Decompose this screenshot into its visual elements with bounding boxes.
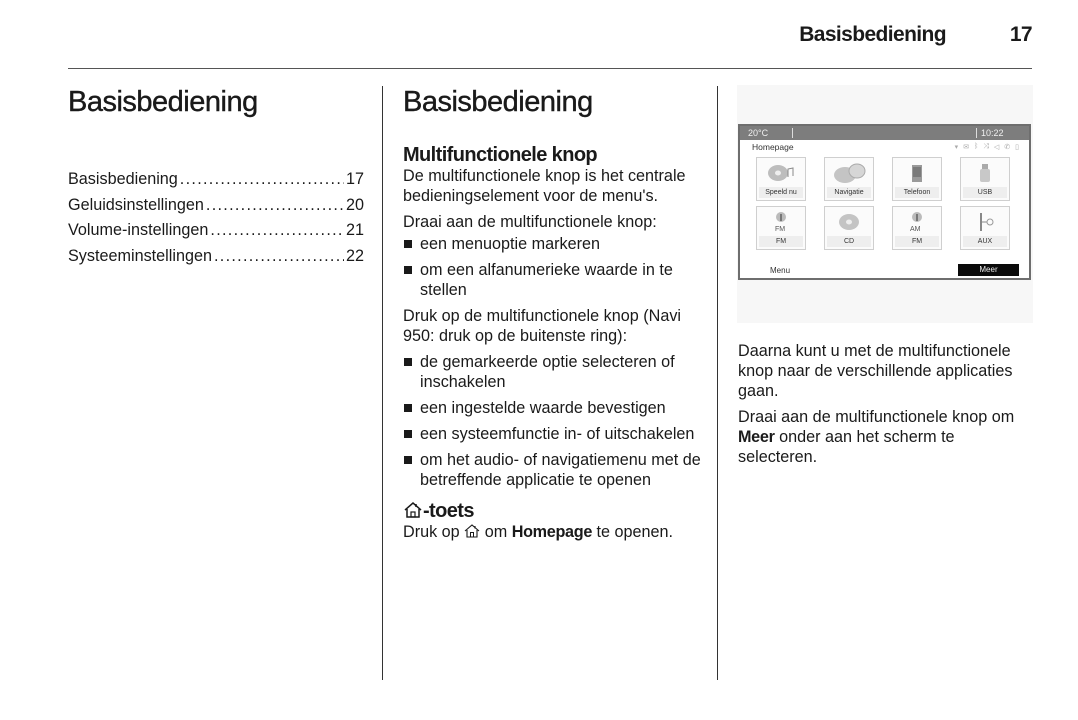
toc-leader-dots (180, 169, 344, 189)
toc-entry-page: 22 (345, 246, 364, 265)
tile-label: Speeld nu (759, 187, 803, 198)
screen-more-button[interactable]: Meer (958, 264, 1019, 276)
tile-navigation[interactable] (824, 157, 874, 201)
now-playing-icon (766, 163, 796, 183)
mute-icon: ◁ (993, 144, 1000, 151)
table-of-contents (68, 169, 364, 271)
toc-entry-page: 17 (345, 170, 364, 188)
status-separator (792, 128, 793, 138)
am-radio-icon (909, 211, 925, 233)
tile-am[interactable] (892, 206, 942, 250)
tile-phone[interactable] (892, 157, 942, 201)
paragraph-navigate: Daarna kunt u met de multifunctionele knop naar de verschillende applicaties gaan. (738, 342, 1013, 400)
phone-icon: ✆ (1004, 144, 1011, 151)
list-item: een systeemfunctie in- of uitschakelen (403, 424, 703, 444)
list-item: een ingestelde waarde bevestigen (403, 398, 703, 418)
more-term: Meer (738, 428, 775, 446)
toc-entry[interactable] (68, 246, 364, 272)
home-icon (464, 523, 480, 538)
column-toc (68, 84, 364, 271)
column-main (403, 84, 703, 542)
text: Druk op (403, 523, 460, 541)
clock: 10:22 (981, 128, 1004, 138)
screen-menu-button[interactable]: Menu (770, 266, 791, 275)
chapter-title: Basisbediening (68, 86, 258, 118)
app-tiles-grid (756, 157, 1016, 250)
text: te openen. (596, 523, 674, 541)
column-divider-2 (717, 86, 718, 680)
toc-entry-label: Volume-instellingen (68, 221, 209, 239)
tile-label: Navigatie (827, 187, 871, 198)
cd-icon (837, 212, 861, 232)
usb-icon (979, 163, 991, 183)
fm-radio-icon (773, 211, 789, 233)
tile-fm[interactable] (756, 206, 806, 250)
toc-leader-dots (206, 195, 344, 215)
tile-label: USB (963, 187, 1007, 198)
home-key-icon (403, 501, 423, 519)
status-separator (976, 128, 977, 138)
temperature: 20°C (748, 128, 769, 138)
section-title: Basisbediening (403, 86, 593, 118)
shuffle-icon: ⤨ (983, 143, 989, 150)
svg-text:AM: AM (910, 226, 921, 233)
column-divider-1 (382, 86, 383, 680)
tile-now-playing[interactable] (756, 157, 806, 201)
toc-entry[interactable] (68, 169, 364, 195)
toc-entry-page: 20 (345, 195, 364, 214)
subsection-heading-home-key (403, 500, 703, 522)
turn-lead: Draai aan de multifunctionele knop: (403, 213, 657, 231)
running-head-title: Basisbediening (799, 23, 946, 46)
text: Draai aan de multifunctionele knop om (738, 408, 1015, 426)
page-number: 17 (1009, 23, 1032, 46)
paragraph-select-more (738, 407, 1034, 467)
text: onder aan het scherm te selecteren. (738, 428, 955, 466)
toc-leader-dots (210, 220, 344, 240)
tile-label: FM (759, 236, 803, 247)
press-lead: Druk op de multifunctionele knop (Navi 950: druk op de buitenste ring): (403, 307, 682, 345)
homepage-term: Homepage (511, 523, 593, 541)
screen-title: Homepage (752, 142, 794, 152)
turn-actions-list (403, 234, 703, 300)
toc-entry-label: Geluidsinstellingen (68, 195, 204, 214)
list-item: om het audio- of navigatiemenu met de betreffende applicatie te openen (403, 450, 703, 490)
aux-icon (974, 212, 996, 232)
subsection-heading-knob: Multifunctionele knop (403, 144, 598, 166)
list-item: de gemarkeerde optie selecteren of inschakelen (403, 352, 703, 392)
header-rule (68, 68, 1032, 69)
text: om (484, 523, 508, 541)
list-item: om een alfanumerieke waarde in te stellen (403, 260, 703, 300)
battery-icon: ▯ (1015, 144, 1019, 151)
home-key-heading-text: -toets (423, 500, 474, 522)
infotainment-screen (738, 124, 1031, 280)
home-key-paragraph (403, 522, 703, 542)
antenna-icon: ▾ (954, 144, 959, 151)
tile-label: FM (895, 236, 939, 247)
tile-cd[interactable] (824, 206, 874, 250)
toc-leader-dots (214, 246, 344, 266)
bluetooth-icon: ᛒ (974, 143, 979, 150)
intro-paragraph: De multifunctionele knop is het centrale bedieningselement voor de menu's. (403, 167, 686, 205)
list-item: een menuoptie markeren (403, 234, 703, 254)
toc-entry-label: Basisbediening (68, 170, 178, 188)
tile-usb[interactable] (960, 157, 1010, 201)
svg-text:FM: FM (775, 226, 786, 233)
tile-label: Telefoon (895, 187, 939, 198)
status-icons (955, 143, 1019, 151)
tile-label: AUX (963, 236, 1007, 247)
navigation-icon (832, 162, 866, 184)
press-actions-list (403, 352, 703, 490)
message-icon: ✉ (963, 144, 970, 151)
toc-entry[interactable] (68, 195, 364, 221)
phone-icon (910, 163, 924, 183)
tile-aux[interactable] (960, 206, 1010, 250)
tile-label: CD (827, 236, 871, 247)
toc-entry-label: Systeeminstellingen (68, 246, 212, 265)
homepage-screen-figure (737, 85, 1033, 323)
column-side (738, 341, 1034, 467)
screen-status-bar (740, 126, 1029, 140)
toc-entry-page: 21 (345, 221, 364, 239)
toc-entry[interactable] (68, 220, 364, 246)
